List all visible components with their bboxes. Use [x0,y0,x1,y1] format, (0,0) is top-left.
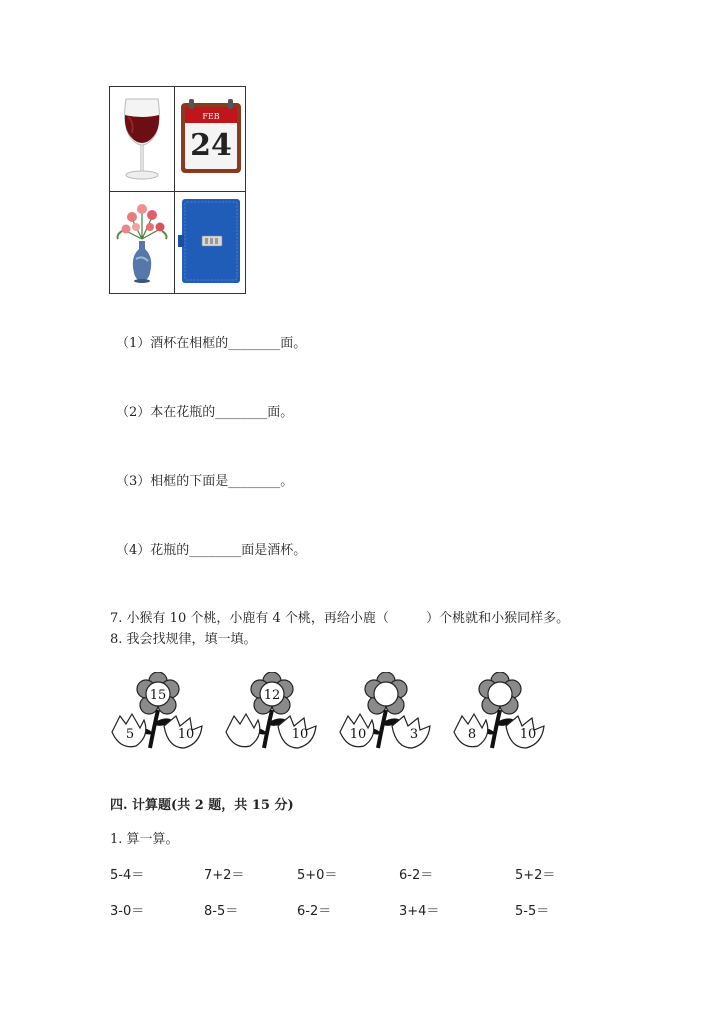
flower-right-number: 10 [519,727,537,742]
calendar-month-label: FEB [202,112,220,121]
flower-vase-image [114,199,170,289]
flower-figure [340,672,430,748]
calc-item: 6-2＝ [399,868,434,883]
question-7: 7. 小猴有 10 个桃，小鹿有 4 个桃，再给小鹿（ ）个桃就和小猴同样多。 [110,611,570,626]
calc-item: 3+4＝ [399,904,440,919]
notebook-image [178,199,242,283]
question-2: （2）本在花瓶的________面。 [116,405,294,420]
calc-item: 7+2＝ [204,868,245,883]
calc-item: 5+0＝ [297,868,338,883]
flower-left-number: 5 [125,727,135,742]
calc-item: 8-5＝ [204,904,239,919]
question-8: 8. 我会找规律，填一填。 [110,632,257,647]
flower-right-number: 3 [409,727,419,742]
calc-item: 5-5＝ [515,904,550,919]
flower-top-number: 12 [263,688,281,703]
picture-grid [109,86,246,294]
calc-item: 3-0＝ [110,904,145,919]
flower-figure [454,672,544,748]
calc-item: 6-2＝ [297,904,332,919]
calendar-image [179,97,243,181]
flower-left-number: 8 [467,727,477,742]
flower-right-number: 10 [177,727,195,742]
question-1: （1）酒杯在相框的________面。 [116,336,307,351]
flower-right-number: 10 [291,727,309,742]
question-3: （3）相框的下面是________。 [116,474,294,489]
flower-pattern-row [106,672,556,756]
calc-item: 5+2＝ [515,868,556,883]
question-4: （4）花瓶的________面是酒杯。 [116,543,307,558]
section-4-heading: 四. 计算题(共 2 题，共 15 分) [110,798,294,813]
flower-figure [112,672,202,748]
flower-left-number: 10 [349,727,367,742]
wine-glass-image [118,95,166,183]
grid-divider-vertical [174,87,175,293]
calc-subheading: 1. 算一算。 [110,832,179,847]
calendar-day-label: 24 [190,128,232,163]
grid-divider-horizontal [110,191,245,192]
calc-item: 5-4＝ [110,868,145,883]
flower-figure [226,672,316,748]
flower-top-number: 15 [149,688,167,703]
